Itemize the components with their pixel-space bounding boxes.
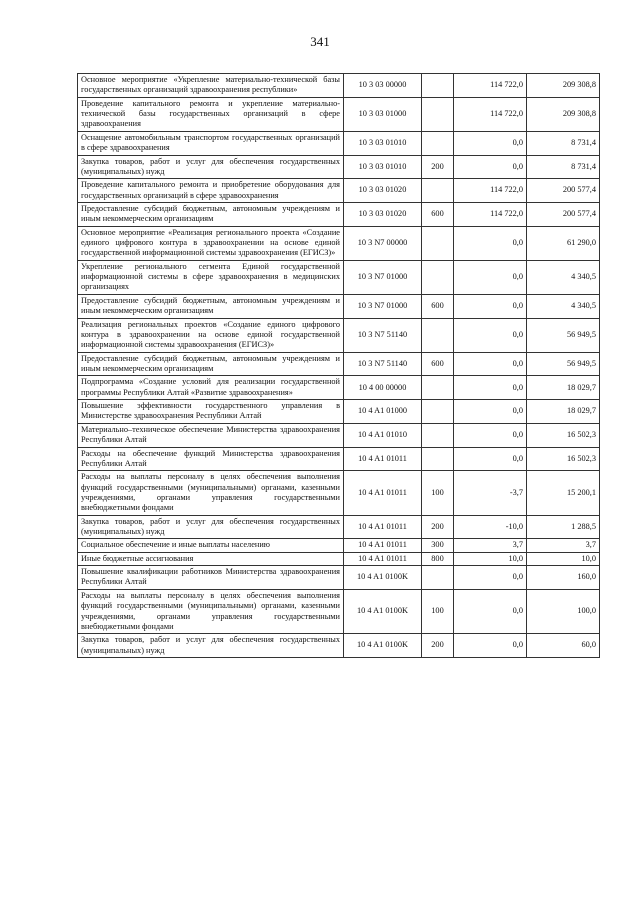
row-name: Реализация региональных проектов «Создание единого цифрового контура в здравоохранении на основе единой государственной информационной системы здравоохранения (ЕГИСЗ)»	[78, 318, 344, 352]
row-name: Расходы на обеспечение функций Министерства здравоохранения Республики Алтай	[78, 447, 344, 471]
row-name: Проведение капитального ремонта и укрепление материально-технической базы государственных организаций в сфере здравоохранения	[78, 97, 344, 131]
row-amount-change: 0,0	[454, 566, 527, 590]
row-amount-total: 18 029,7	[527, 376, 600, 400]
row-name: Укрепление регионального сегмента Единой государственной информационной системы в сфере здравоохранения в медицинских организациях	[78, 260, 344, 294]
row-name: Расходы на выплаты персоналу в целях обеспечения выполнения функций государственными (муниципальными) органами, казенными учреждениями, органами управления государственными внебюджетными фондами	[78, 471, 344, 515]
table-row	[78, 552, 600, 565]
row-code: 10 4 A1 0100K	[344, 566, 422, 590]
row-expense-type	[422, 423, 454, 447]
row-expense-type	[422, 447, 454, 471]
budget-table	[77, 73, 600, 658]
table-row	[78, 179, 600, 203]
row-amount-change: 0,0	[454, 447, 527, 471]
table-row	[78, 376, 600, 400]
row-amount-total: 100,0	[527, 589, 600, 633]
row-expense-type: 200	[422, 634, 454, 658]
row-amount-change: -10,0	[454, 515, 527, 539]
row-amount-change: 0,0	[454, 376, 527, 400]
row-code: 10 4 A1 01000	[344, 400, 422, 424]
row-expense-type: 600	[422, 202, 454, 226]
row-amount-total: 160,0	[527, 566, 600, 590]
row-expense-type	[422, 260, 454, 294]
table-row	[78, 74, 600, 98]
table-row	[78, 471, 600, 515]
row-code: 10 4 A1 01011	[344, 471, 422, 515]
row-name: Закупка товаров, работ и услуг для обеспечения государственных (муниципальных) нужд	[78, 155, 344, 179]
table-row	[78, 226, 600, 260]
row-amount-change: 0,0	[454, 400, 527, 424]
table-row	[78, 423, 600, 447]
table-row	[78, 539, 600, 552]
row-name: Материально–техническое обеспечение Министерства здравоохранения Республики Алтай	[78, 423, 344, 447]
row-amount-total: 61 290,0	[527, 226, 600, 260]
row-amount-change: 0,0	[454, 634, 527, 658]
row-amount-change: 0,0	[454, 226, 527, 260]
row-amount-change: 0,0	[454, 155, 527, 179]
table-row	[78, 566, 600, 590]
row-amount-total: 16 502,3	[527, 447, 600, 471]
row-code: 10 3 N7 00000	[344, 226, 422, 260]
row-expense-type	[422, 74, 454, 98]
table-row	[78, 294, 600, 318]
row-name: Оснащение автомобильным транспортом государственных организаций в сфере здравоохранения	[78, 131, 344, 155]
row-code: 10 4 A1 01011	[344, 515, 422, 539]
row-name: Основное мероприятие «Реализация регионального проекта «Создание единого цифрового контура в здравоохранении на основе единой государственной информационной системы здравоохранения (ЕГИСЗ)»	[78, 226, 344, 260]
row-amount-total: 56 949,5	[527, 352, 600, 376]
row-amount-change: 114 722,0	[454, 74, 527, 98]
row-name: Предоставление субсидий бюджетным, автономным учреждениям и иным некоммерческим организациям	[78, 352, 344, 376]
row-amount-change: 3,7	[454, 539, 527, 552]
row-code: 10 3 03 01000	[344, 97, 422, 131]
row-amount-total: 15 200,1	[527, 471, 600, 515]
row-amount-total: 1 288,5	[527, 515, 600, 539]
row-amount-change: 10,0	[454, 552, 527, 565]
row-name: Повышение эффективности государственного управления в Министерстве здравоохранения Республики Алтай	[78, 400, 344, 424]
row-amount-total: 16 502,3	[527, 423, 600, 447]
table-row	[78, 589, 600, 633]
row-expense-type	[422, 131, 454, 155]
row-code: 10 3 N7 51140	[344, 352, 422, 376]
table-row	[78, 634, 600, 658]
row-amount-total: 209 308,8	[527, 74, 600, 98]
row-expense-type	[422, 179, 454, 203]
row-amount-total: 200 577,4	[527, 179, 600, 203]
row-code: 10 3 03 01020	[344, 202, 422, 226]
row-name: Проведение капитального ремонта и приобретение оборудования для государственных организаций в сфере здравоохранения	[78, 179, 344, 203]
row-code: 10 3 03 00000	[344, 74, 422, 98]
row-code: 10 3 N7 51140	[344, 318, 422, 352]
row-expense-type: 800	[422, 552, 454, 565]
row-code: 10 3 03 01010	[344, 131, 422, 155]
table-row	[78, 260, 600, 294]
row-amount-change: 0,0	[454, 260, 527, 294]
row-name: Социальное обеспечение и иные выплаты населению	[78, 539, 344, 552]
row-expense-type	[422, 97, 454, 131]
table-row	[78, 155, 600, 179]
row-expense-type	[422, 400, 454, 424]
row-amount-total: 8 731,4	[527, 155, 600, 179]
row-amount-total: 3,7	[527, 539, 600, 552]
row-code: 10 3 03 01010	[344, 155, 422, 179]
row-amount-change: 0,0	[454, 294, 527, 318]
row-name: Предоставление субсидий бюджетным, автономным учреждениям и иным некоммерческим организациям	[78, 294, 344, 318]
row-amount-change: 114 722,0	[454, 179, 527, 203]
row-expense-type	[422, 226, 454, 260]
row-amount-total: 200 577,4	[527, 202, 600, 226]
row-expense-type: 300	[422, 539, 454, 552]
row-name: Расходы на выплаты персоналу в целях обеспечения выполнения функций государственными (муниципальными) органами, казенными учреждениями, органами управления государственными внебюджетными фондами	[78, 589, 344, 633]
table-row	[78, 202, 600, 226]
row-amount-change: -3,7	[454, 471, 527, 515]
row-amount-change: 114 722,0	[454, 97, 527, 131]
row-code: 10 4 00 00000	[344, 376, 422, 400]
row-code: 10 3 N7 01000	[344, 260, 422, 294]
row-name: Предоставление субсидий бюджетным, автономным учреждениям и иным некоммерческим организациям	[78, 202, 344, 226]
table-row	[78, 352, 600, 376]
row-amount-total: 10,0	[527, 552, 600, 565]
row-code: 10 3 N7 01000	[344, 294, 422, 318]
row-amount-total: 18 029,7	[527, 400, 600, 424]
row-expense-type	[422, 566, 454, 590]
row-name: Иные бюджетные ассигнования	[78, 552, 344, 565]
row-expense-type	[422, 376, 454, 400]
row-code: 10 4 A1 01010	[344, 423, 422, 447]
row-name: Основное мероприятие «Укрепление материально-технической базы государственных организаций здравоохранения республики»	[78, 74, 344, 98]
row-expense-type: 600	[422, 294, 454, 318]
row-code: 10 3 03 01020	[344, 179, 422, 203]
row-amount-change: 0,0	[454, 423, 527, 447]
table-row	[78, 515, 600, 539]
row-name: Подпрограмма «Создание условий для реализации государственной программы Республики Алтай «Развитие здравоохранения»	[78, 376, 344, 400]
row-code: 10 4 A1 01011	[344, 539, 422, 552]
row-expense-type: 100	[422, 471, 454, 515]
row-amount-change: 114 722,0	[454, 202, 527, 226]
row-expense-type: 100	[422, 589, 454, 633]
row-amount-change: 0,0	[454, 131, 527, 155]
row-amount-change: 0,0	[454, 318, 527, 352]
table-row	[78, 97, 600, 131]
row-amount-total: 4 340,5	[527, 294, 600, 318]
row-code: 10 4 A1 0100K	[344, 589, 422, 633]
row-amount-total: 56 949,5	[527, 318, 600, 352]
row-amount-total: 8 731,4	[527, 131, 600, 155]
row-expense-type	[422, 318, 454, 352]
table-row	[78, 447, 600, 471]
table-row	[78, 318, 600, 352]
row-amount-total: 209 308,8	[527, 97, 600, 131]
row-expense-type: 600	[422, 352, 454, 376]
row-amount-change: 0,0	[454, 589, 527, 633]
row-expense-type: 200	[422, 155, 454, 179]
row-amount-total: 4 340,5	[527, 260, 600, 294]
row-code: 10 4 A1 01011	[344, 552, 422, 565]
row-name: Закупка товаров, работ и услуг для обеспечения государственных (муниципальных) нужд	[78, 515, 344, 539]
row-code: 10 4 A1 0100K	[344, 634, 422, 658]
row-amount-total: 60,0	[527, 634, 600, 658]
row-expense-type: 200	[422, 515, 454, 539]
row-code: 10 4 A1 01011	[344, 447, 422, 471]
row-amount-change: 0,0	[454, 352, 527, 376]
row-name: Закупка товаров, работ и услуг для обеспечения государственных (муниципальных) нужд	[78, 634, 344, 658]
page-number: 341	[310, 34, 330, 49]
table-row	[78, 131, 600, 155]
row-name: Повышение квалификации работников Министерства здравоохранения Республики Алтай	[78, 566, 344, 590]
table-row	[78, 400, 600, 424]
